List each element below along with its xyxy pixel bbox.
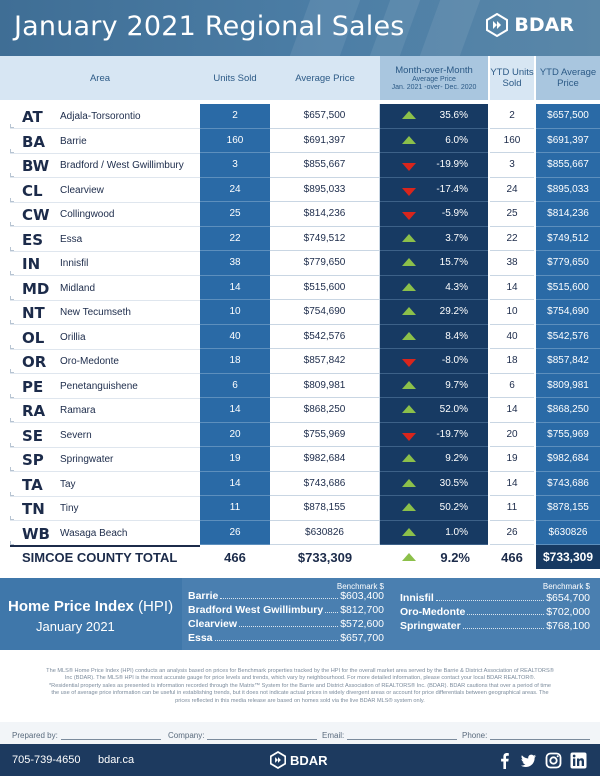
page-footer [0,744,600,776]
up-arrow-icon [402,111,416,119]
units-sold-cell: 160 [200,129,270,154]
hpi-value: $572,600 [340,618,384,630]
mom-cell [380,423,488,448]
benchmark-label: Benchmark $ [542,582,590,591]
mom-value: 4.3% [445,281,468,293]
total-mom [380,545,488,569]
disclaimer-line: the use of average price information can be useful in establishing trends, but it does not indicate actual prices in widely divergent areas or account for price differentials between geographical areas. The [51,690,549,697]
ytd-average-cell: $982,684 [536,447,600,472]
table-row [0,227,600,252]
header-average-price: Average Price [270,56,380,100]
area-name: Midland [60,282,96,294]
hpi-value: $768,100 [546,620,590,632]
table-row [0,521,600,546]
ytd-average-cell: $814,236 [536,202,600,227]
table-row [0,325,600,350]
table-row [0,374,600,399]
down-arrow-icon [402,163,416,171]
ytd-units-cell: 10 [490,300,534,325]
header-month-over-month [380,56,488,100]
average-price-cell: $754,690 [270,300,380,325]
contact-form [0,722,600,744]
table-row [0,104,600,129]
units-sold-cell: 22 [200,227,270,252]
hpi-value: $654,700 [546,592,590,604]
mom-cell [380,251,488,276]
up-arrow-icon [402,503,416,511]
area-name: Collingwood [60,209,115,220]
header-ytd-average: YTD Average Price [536,56,600,100]
area-name: Tiny [60,503,79,514]
total-ytd-avg: $733,309 [536,545,600,569]
table-row [0,472,600,497]
disclaimer-line: *Residential property sales as presented is information recorded through the Matrix™ System for the Barrie and District Association of REALTORS® Inc. (BDAR). BDAR cautions that over a period of time [49,682,551,689]
mom-sub2: Jan. 2021 -over- Dec. 2020 [391,83,477,91]
average-price-cell: $857,842 [270,349,380,374]
mom-value: 35.6% [439,110,468,121]
units-sold-cell: 25 [200,202,270,227]
units-sold-cell: 19 [200,447,270,472]
page-title: January 2021 Regional Sales [14,11,405,42]
phone-field[interactable]: Phone: [462,731,590,740]
prepared-by-field[interactable]: Prepared by: [12,731,161,740]
ytd-average-cell: $749,512 [536,227,600,252]
hpi-leader [467,606,544,615]
ytd-units-cell: 18 [490,349,534,374]
mom-value: -19.7% [436,428,468,440]
table-row [0,496,600,521]
area-code: NT [22,304,45,322]
hpi-title: Home Price Index (HPI) [8,598,174,615]
ytd-units-cell: 24 [490,178,534,203]
footer-phone[interactable]: 705-739-4650 [12,754,81,766]
mom-value: 50.2% [439,502,468,513]
area-code: TN [22,500,45,518]
mom-cell [380,153,488,178]
area-code: ES [22,230,44,249]
hpi-item [188,604,384,618]
header-units-sold: Units Sold [200,56,270,100]
down-arrow-icon [402,188,416,196]
hpi-area: Essa [188,632,213,644]
hpi-area: Bradford West Gwillimbury [188,604,324,616]
ytd-units-cell: 11 [490,496,534,521]
hpi-leader [215,632,339,641]
hpi-leader [239,618,338,627]
facebook-icon[interactable] [496,752,513,769]
average-price-cell: $743,686 [270,472,380,497]
sales-table [0,56,600,569]
hpi-item [188,590,384,604]
page-header [0,0,600,56]
ytd-average-cell: $515,600 [536,276,600,301]
area-code: BA [22,132,46,151]
down-arrow-icon [402,433,416,441]
ytd-units-cell: 20 [490,423,534,448]
mom-value: 6.0% [445,134,468,146]
logo-text: BDAR [514,14,574,36]
area-name: Clearview [60,184,104,196]
total-rule [10,545,200,547]
table-row [0,398,600,423]
down-arrow-icon [402,212,416,220]
mom-value: 9.2% [445,453,468,464]
units-sold-cell: 14 [200,398,270,423]
area-name: Ramara [60,405,96,416]
hpi-value: $657,700 [340,632,384,644]
table-row [0,129,600,154]
hpi-leader [436,592,544,601]
table-row [0,178,600,203]
hpi-value: $812,700 [340,604,384,616]
hpi-value: $603,400 [340,590,384,602]
up-arrow-icon [402,307,416,315]
hpi-area: Clearview [188,618,238,630]
hpi-section [0,578,600,650]
ytd-average-cell: $691,397 [536,129,600,154]
ytd-units-cell: 14 [490,472,534,497]
area-name: Essa [60,233,83,245]
hpi-area: Innisfil [400,592,434,604]
units-sold-cell: 14 [200,472,270,497]
disclaimer-line: Inc (BDAR). The MLS® HPI is the most accurate gauge for price levels and trends, which vary by neighbourhood. For more detailed information, please contact your local BDAR REALTOR®. [64,675,536,682]
mom-cell [380,227,488,252]
hpi-area: Barrie [188,590,219,602]
up-arrow-icon [402,405,416,413]
total-units: 466 [200,545,270,569]
units-sold-cell: 20 [200,423,270,448]
up-arrow-icon [402,381,416,389]
average-price-cell: $755,969 [270,423,380,448]
average-price-cell: $868,250 [270,398,380,423]
table-row [0,251,600,276]
mom-cell [380,521,488,546]
mom-cell [380,300,488,325]
mom-cell [380,374,488,399]
mom-cell [380,472,488,497]
ytd-units-cell: 38 [490,251,534,276]
ytd-units-cell: 160 [490,129,534,154]
up-arrow-icon [402,479,416,487]
mom-cell [380,325,488,350]
area-code: IN [22,255,41,273]
area-code: AT [22,108,43,126]
disclaimer-line: prices reflected in this media release are based on homes sold via the live BDAR MLS® system only. [175,697,425,704]
area-code: OL [22,328,45,347]
mom-value: -5.9% [441,208,468,219]
mom-cell [380,129,488,154]
ytd-units-cell: 6 [490,374,534,399]
ytd-units-cell: 40 [490,325,534,350]
units-sold-cell: 38 [200,251,270,276]
mom-cell [380,496,488,521]
mom-value: 30.5% [439,477,468,489]
table-row [0,447,600,472]
area-name: Oro-Medonte [60,356,119,367]
mom-cell [380,178,488,203]
average-price-cell: $982,684 [270,447,380,472]
up-arrow-icon [402,553,416,561]
units-sold-cell: 6 [200,374,270,399]
hpi-leader [463,620,545,629]
hpi-area: Oro-Medonte [400,606,466,618]
units-sold-cell: 3 [200,153,270,178]
total-mom-value: 9.2% [440,550,470,565]
up-arrow-icon [402,234,416,242]
mom-cell [380,202,488,227]
ytd-units-cell: 19 [490,447,534,472]
ytd-average-cell: $657,500 [536,104,600,129]
up-arrow-icon [402,136,416,144]
mom-cell [380,349,488,374]
bdar-logo-icon [270,751,286,769]
hpi-area: Springwater [400,620,461,632]
linkedin-icon[interactable] [570,752,587,769]
total-row [0,545,600,569]
area-code: SE [22,426,44,445]
email-field[interactable]: Email: [322,731,457,740]
mom-value: -19.9% [436,159,468,170]
ytd-average-cell: $878,155 [536,496,600,521]
ytd-average-cell: $895,033 [536,178,600,203]
ytd-average-cell: $779,650 [536,251,600,276]
area-name: Penetanguishene [60,380,138,392]
table-row [0,349,600,374]
units-sold-cell: 40 [200,325,270,350]
bdar-logo-icon [486,13,508,37]
average-price-cell: $779,650 [270,251,380,276]
area-name: Barrie [60,135,87,147]
area-code: OR [22,353,47,371]
area-name: New Tecumseth [60,307,131,318]
average-price-cell: $691,397 [270,129,380,154]
ytd-average-cell: $868,250 [536,398,600,423]
units-sold-cell: 24 [200,178,270,203]
ytd-average-cell: $755,969 [536,423,600,448]
area-name: Adjala-Torsorontio [60,111,141,122]
mom-value: 52.0% [439,404,468,415]
area-code: CL [22,181,43,200]
hpi-leader [325,604,338,613]
mom-value: 3.7% [445,232,468,244]
average-price-cell: $542,576 [270,325,380,350]
mom-cell [380,447,488,472]
units-sold-cell: 11 [200,496,270,521]
average-price-cell: $878,155 [270,496,380,521]
average-price-cell: $749,512 [270,227,380,252]
ytd-units-cell: 22 [490,227,534,252]
disclaimer [10,668,590,705]
hpi-item [188,632,384,646]
header-area: Area [0,56,200,100]
average-price-cell: $630826 [270,521,380,546]
area-name: Severn [60,429,92,441]
twitter-icon[interactable] [520,752,537,769]
up-arrow-icon [402,454,416,462]
ytd-units-cell: 2 [490,104,534,129]
area-code: BW [22,157,50,175]
down-arrow-icon [402,359,416,367]
ytd-units-cell: 14 [490,398,534,423]
header-ytd-units: YTD Units Sold [490,56,534,100]
ytd-average-cell: $743,686 [536,472,600,497]
mom-value: -17.4% [436,183,468,195]
average-price-cell: $657,500 [270,104,380,129]
ytd-average-cell: $857,842 [536,349,600,374]
up-arrow-icon [402,332,416,340]
footer-logo [270,751,328,769]
hpi-leader [220,590,338,599]
area-name: Springwater [60,454,114,465]
units-sold-cell: 2 [200,104,270,129]
area-name: Innisfil [60,258,89,269]
ytd-units-cell: 14 [490,276,534,301]
up-arrow-icon [402,258,416,266]
ytd-average-cell: $630826 [536,521,600,546]
mom-value: 9.7% [445,379,468,391]
mom-title: Month-over-Month [395,64,473,76]
mom-value: 29.2% [439,306,468,317]
bdar-logo [486,13,574,37]
area-code: SP [22,451,44,469]
ytd-units-cell: 3 [490,153,534,178]
average-price-cell: $855,667 [270,153,380,178]
table-row [0,300,600,325]
area-code: TA [22,475,43,494]
area-code: MD [22,279,50,298]
area-name: Wasaga Beach [60,527,128,539]
area-name: Bradford / West Gwillimbury [60,160,184,171]
table-row [0,276,600,301]
ytd-average-cell: $809,981 [536,374,600,399]
table-row [0,202,600,227]
mom-cell [380,398,488,423]
disclaimer-line: The MLS® Home Price Index (HPI) conducts an analysis based on prices for Benchmark properties tracked by the HPI for the overall market area served by the Barrie & District Association of REALTORS® [46,668,554,674]
average-price-cell: $814,236 [270,202,380,227]
average-price-cell: $809,981 [270,374,380,399]
average-price-cell: $895,033 [270,178,380,203]
total-label: SIMCOE COUNTY TOTAL [22,550,178,565]
ytd-average-cell: $754,690 [536,300,600,325]
total-avg: $733,309 [297,549,353,565]
hpi-title-box [0,578,182,650]
hpi-item [400,620,590,634]
total-ytd-units: 466 [501,549,523,565]
mom-cell [380,104,488,129]
footer-logo-text: BDAR [290,752,328,768]
area-code: RA [22,402,46,420]
average-price-cell: $515,600 [270,276,380,301]
units-sold-cell: 26 [200,521,270,546]
ytd-average-cell: $542,576 [536,325,600,350]
mom-cell [380,276,488,301]
footer-website[interactable]: bdar.ca [98,754,135,766]
mom-value: 8.4% [445,330,468,342]
table-row [0,153,600,178]
instagram-icon[interactable] [545,752,562,769]
hpi-item [188,618,384,632]
hpi-period: January 2021 [36,619,115,634]
ytd-average-cell: $855,667 [536,153,600,178]
area-code: WB [22,524,50,543]
company-field[interactable]: Company: [168,731,317,740]
mom-value: 1.0% [445,526,468,538]
area-name: Tay [60,478,76,490]
table-row [0,423,600,448]
mom-value: 15.7% [439,257,468,268]
benchmark-label: Benchmark $ [336,582,384,591]
units-sold-cell: 10 [200,300,270,325]
area-code: PE [22,377,44,396]
area-code: CW [22,206,50,224]
header-texture [420,0,480,56]
area-name: Orillia [60,331,86,343]
units-sold-cell: 14 [200,276,270,301]
ytd-units-cell: 25 [490,202,534,227]
hpi-value: $702,000 [546,606,590,618]
mom-sub1: Average Price [412,75,456,83]
hpi-item [400,592,590,606]
units-sold-cell: 18 [200,349,270,374]
hpi-item [400,606,590,620]
up-arrow-icon [402,528,416,536]
up-arrow-icon [402,283,416,291]
mom-value: -8.0% [441,355,468,366]
ytd-units-cell: 26 [490,521,534,546]
